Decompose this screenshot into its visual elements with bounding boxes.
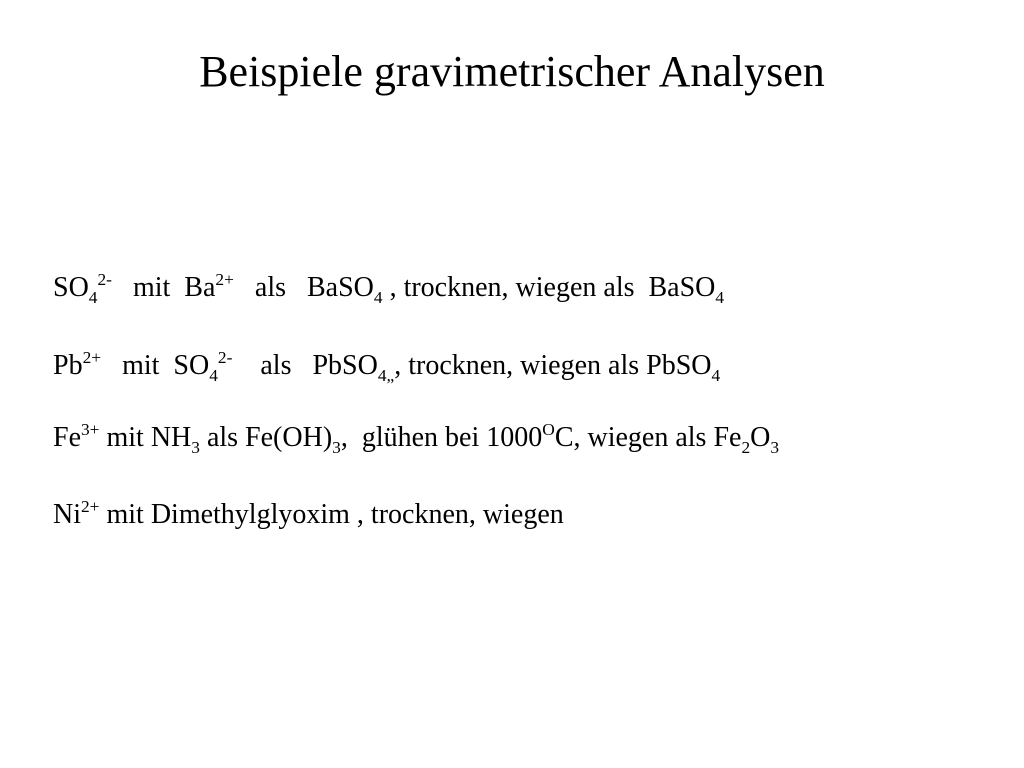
subscript: 4: [373, 287, 383, 307]
subscript: 4: [88, 287, 98, 307]
text-run: mit SO: [101, 350, 210, 381]
text-run: , trocknen, wiegen als PbSO: [394, 350, 712, 381]
superscript: 2-: [217, 348, 233, 368]
text-run: mit NH: [99, 422, 192, 453]
text-run: mit Ba: [111, 272, 216, 303]
subscript: 4„: [377, 365, 395, 385]
text-run: mit Dimethylglyoxim , trocknen, wiegen: [99, 499, 564, 530]
subscript: 4: [715, 287, 725, 307]
superscript: 2+: [82, 348, 102, 368]
text-run: SO: [53, 272, 89, 303]
text-run: Ni: [53, 499, 81, 530]
superscript: 2+: [81, 497, 100, 517]
text-run: als PbSO: [232, 350, 378, 381]
text-run: Pb: [53, 350, 83, 381]
subscript: 2: [741, 437, 751, 457]
text-run: , trocknen, wiegen als BaSO: [382, 272, 716, 303]
analysis-line-nickel: [53, 497, 564, 533]
text-run: O: [750, 422, 771, 453]
subscript: 4: [711, 365, 721, 385]
subscript: 3: [191, 437, 200, 457]
superscript: 2-: [97, 270, 112, 290]
superscript: 3+: [81, 420, 100, 440]
analysis-line-lead: [53, 348, 720, 384]
text-run: , glühen bei 1000: [340, 422, 543, 453]
superscript: 2+: [215, 270, 234, 290]
slide-title: Beispiele gravimetrischer Analysen: [199, 47, 825, 96]
analysis-line-iron: [53, 420, 779, 456]
superscript: O: [542, 420, 555, 440]
subscript: 4: [209, 365, 218, 385]
text-run: Fe: [53, 422, 81, 453]
subscript: 3: [332, 437, 341, 457]
analysis-line-sulfate: [53, 270, 724, 306]
subscript: 3: [770, 437, 780, 457]
text-run: als BaSO: [233, 272, 374, 303]
text-run: als Fe(OH): [199, 422, 333, 453]
text-run: C, wiegen als Fe: [554, 422, 742, 453]
